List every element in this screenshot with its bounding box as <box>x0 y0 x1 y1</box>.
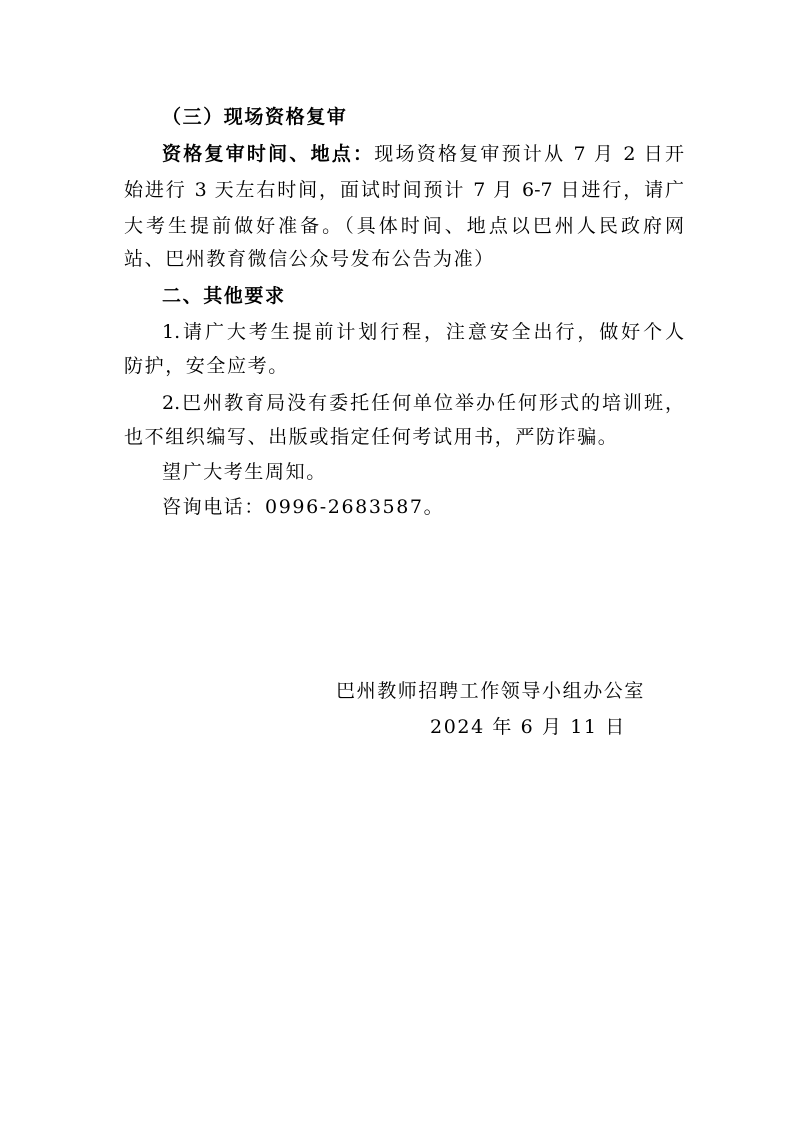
signature-date: 2024 年 6 月 11 日 <box>430 716 626 738</box>
requirement-1-line-2: 防护，安全应考。 <box>124 355 289 377</box>
signature-organization: 巴州教师招聘工作领导小组办公室 <box>336 680 646 702</box>
notice-text: 望广大考生周知。 <box>162 461 327 483</box>
review-paragraph-line-1 <box>162 138 684 170</box>
review-paragraph-line-3: 大考生提前做好准备。（具体时间、地点以巴州人民政府网 <box>124 215 684 237</box>
contact-phone: 咨询电话：0996-2683587。 <box>162 496 445 518</box>
requirement-2-line-2: 也不组织编写、出版或指定任何考试用书，严防诈骗。 <box>124 426 619 448</box>
requirement-2-line-1: 2.巴州教育局没有委托任何单位举办任何形式的培训班， <box>162 392 684 414</box>
review-paragraph-line-2: 始进行 3 天左右时间，面试时间预计 7 月 6-7 日进行，请广 <box>124 179 684 201</box>
section-heading-on-site-review: （三）现场资格复审 <box>162 106 348 128</box>
section-heading-other-requirements: 二、其他要求 <box>162 285 286 307</box>
review-label: 资格复审时间、地点： <box>162 143 375 165</box>
review-line-1-text: 现场资格复审预计从 7 月 2 日开 <box>374 143 684 165</box>
review-paragraph-line-4: 站、巴州教育微信公众号发布公告为准） <box>124 248 495 270</box>
requirement-1-line-1: 1.请广大考生提前计划行程，注意安全出行，做好个人 <box>162 321 684 343</box>
